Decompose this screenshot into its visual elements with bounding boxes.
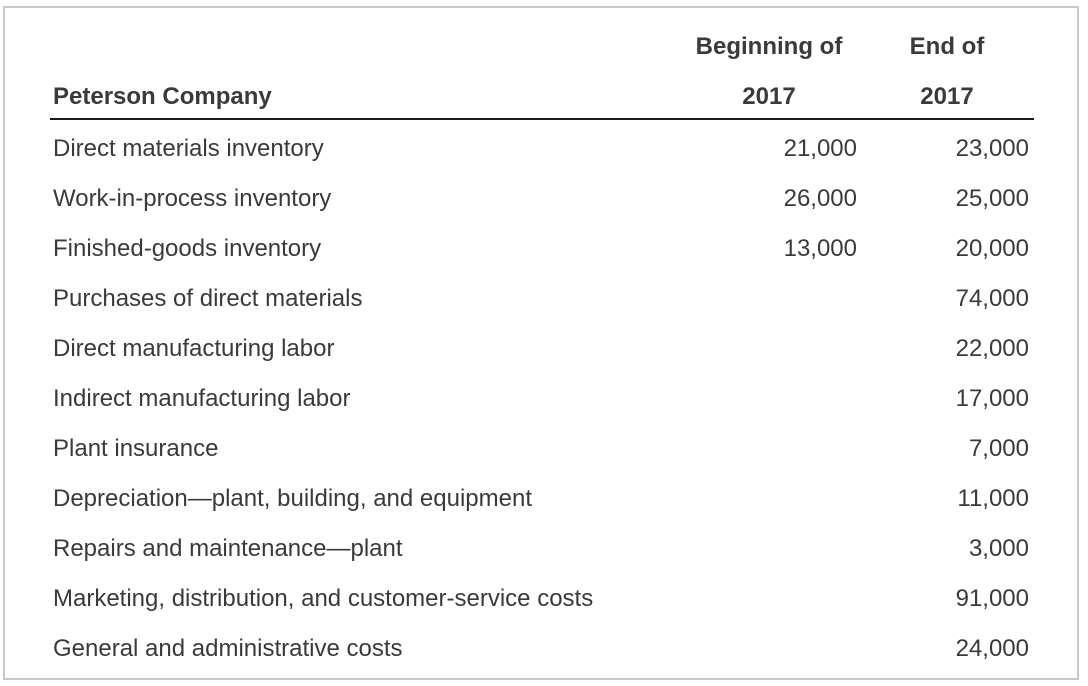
row-label: General and administrative costs — [53, 635, 403, 662]
row-end-value: 74,000 — [955, 285, 1029, 312]
row-label: Direct materials inventory — [53, 135, 324, 162]
header-end-line1: End of — [909, 33, 985, 60]
table-row — [0, 335, 1088, 385]
row-label: Indirect manufacturing labor — [53, 385, 351, 412]
row-end-value: 20,000 — [955, 235, 1029, 262]
table-row — [0, 285, 1088, 335]
row-label: Direct manufacturing labor — [53, 335, 335, 362]
header-begin-line1: Beginning of — [695, 33, 843, 60]
table-row — [0, 535, 1088, 585]
row-begin-value: 13,000 — [783, 235, 857, 262]
table-row — [0, 235, 1088, 285]
row-end-value: 3,000 — [968, 535, 1029, 562]
row-end-value: 17,000 — [955, 385, 1029, 412]
row-label: Depreciation—plant, building, and equipment — [53, 485, 532, 512]
row-label: Finished-goods inventory — [53, 235, 322, 262]
table-row — [0, 585, 1088, 635]
row-label: Plant insurance — [53, 435, 219, 462]
row-end-value: 24,000 — [955, 635, 1029, 662]
table-row — [0, 485, 1088, 535]
table-row — [0, 635, 1088, 685]
row-label: Purchases of direct materials — [53, 285, 363, 312]
header-rule — [50, 118, 1034, 120]
row-begin-value: 21,000 — [783, 135, 857, 162]
table-row — [0, 385, 1088, 435]
row-end-value: 23,000 — [955, 135, 1029, 162]
row-label: Marketing, distribution, and customer-service costs — [53, 585, 594, 612]
table-row — [0, 185, 1088, 235]
header-begin-line2: 2017 — [742, 83, 796, 110]
company-name-header: Peterson Company — [53, 83, 272, 110]
row-end-value: 11,000 — [957, 485, 1029, 512]
table-row — [0, 435, 1088, 485]
table-row — [0, 135, 1088, 185]
row-begin-value: 26,000 — [783, 185, 857, 212]
header-end-line2: 2017 — [920, 83, 974, 110]
row-end-value: 22,000 — [955, 335, 1029, 362]
row-label: Repairs and maintenance—plant — [53, 535, 403, 562]
row-label: Work-in-process inventory — [53, 185, 332, 212]
row-end-value: 25,000 — [955, 185, 1029, 212]
row-end-value: 7,000 — [968, 435, 1029, 462]
row-end-value: 91,000 — [955, 585, 1029, 612]
